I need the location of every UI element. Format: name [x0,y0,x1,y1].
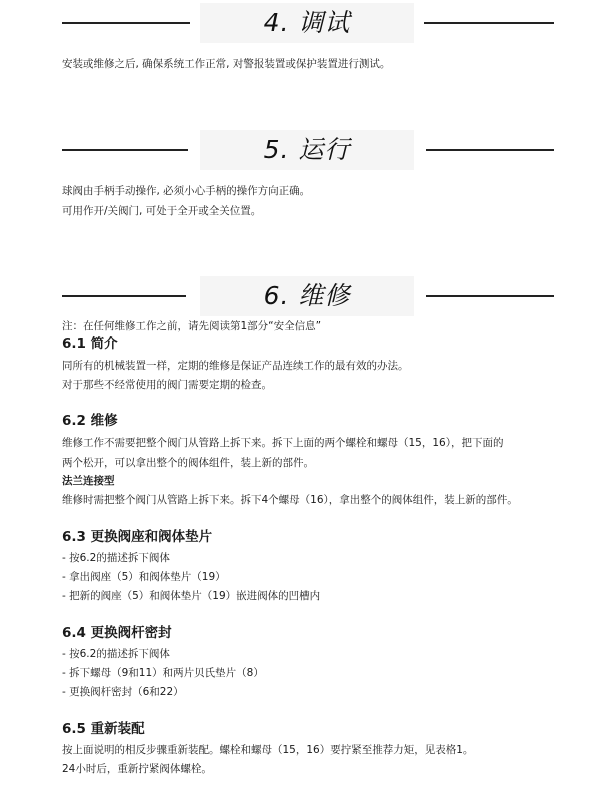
heading-rule-left [62,22,190,24]
paragraph-line: 维修工作不需要把整个阀门从管路上拆下来。拆下上面的两个螺栓和螺母（15，16），把下面的 [62,437,504,449]
list-item: - 按6.2的描述拆下阀体 [62,648,170,660]
list-item: - 拿出阀座（5）和阀体垫片（19） [62,571,226,583]
section-heading-maintenance [0,276,614,316]
paragraph-line: 维修时需把整个阀门从管路上拆下来。拆下4个螺母（16），拿出整个的阀体组件，装上新的部件。 [62,494,518,506]
safety-note: 注：在任何维修工作之前，请先阅读第1部分“安全信息” [62,320,322,332]
subsection-heading: 6.5 重新装配 [62,721,145,737]
paragraph-line: 可用作开/关阀门, 可处于全开或全关位置。 [62,205,262,217]
list-item: - 把新的阀座（5）和阀体垫片（19）嵌进阀体的凹槽内 [62,590,321,602]
subsection-heading: 6.2 维修 [62,413,118,429]
paragraph-line: 24小时后，重新拧紧阀体螺栓。 [62,763,212,775]
list-item: - 更换阀杆密封（6和22） [62,686,184,698]
subsection-heading: 6.3 更换阀座和阀体垫片 [62,529,213,545]
heading-rule-right [426,295,554,297]
heading-rule-right [426,149,554,151]
section-heading-operation [0,130,614,170]
heading-rule-right [424,22,554,24]
subsection-heading: 6.1 简介 [62,336,118,352]
paragraph-line: 按上面说明的相反步骤重新装配。螺栓和螺母（15，16）要拧紧至推荐力矩，见表格1。 [62,744,474,756]
paragraph-line: 两个松开，可以拿出整个的阀体组件，装上新的部件。 [62,457,314,469]
section-heading-test [0,3,614,43]
heading-rule-left [62,295,186,297]
paragraph: 安装或维修之后, 确保系统工作正常, 对警报装置或保护装置进行测试。 [62,58,391,70]
list-item: - 拆下螺母（9和11）和两片贝氏垫片（8） [62,667,264,679]
section-title: 6. 维修 [200,276,414,316]
paragraph-line: 同所有的机械装置一样，定期的维修是保证产品连续工作的最有效的办法。 [62,360,409,372]
paragraph-line: 球阀由手柄手动操作, 必须小心手柄的操作方向正确。 [62,185,311,197]
paragraph-line: 对于那些不经常使用的阀门需要定期的检查。 [62,379,272,391]
section-title: 5. 运行 [200,130,414,170]
section-title: 4. 调试 [200,3,414,43]
minor-heading: 法兰连接型 [62,475,115,487]
subsection-heading: 6.4 更换阀杆密封 [62,625,172,641]
list-item: - 按6.2的描述拆下阀体 [62,552,170,564]
heading-rule-left [62,149,188,151]
